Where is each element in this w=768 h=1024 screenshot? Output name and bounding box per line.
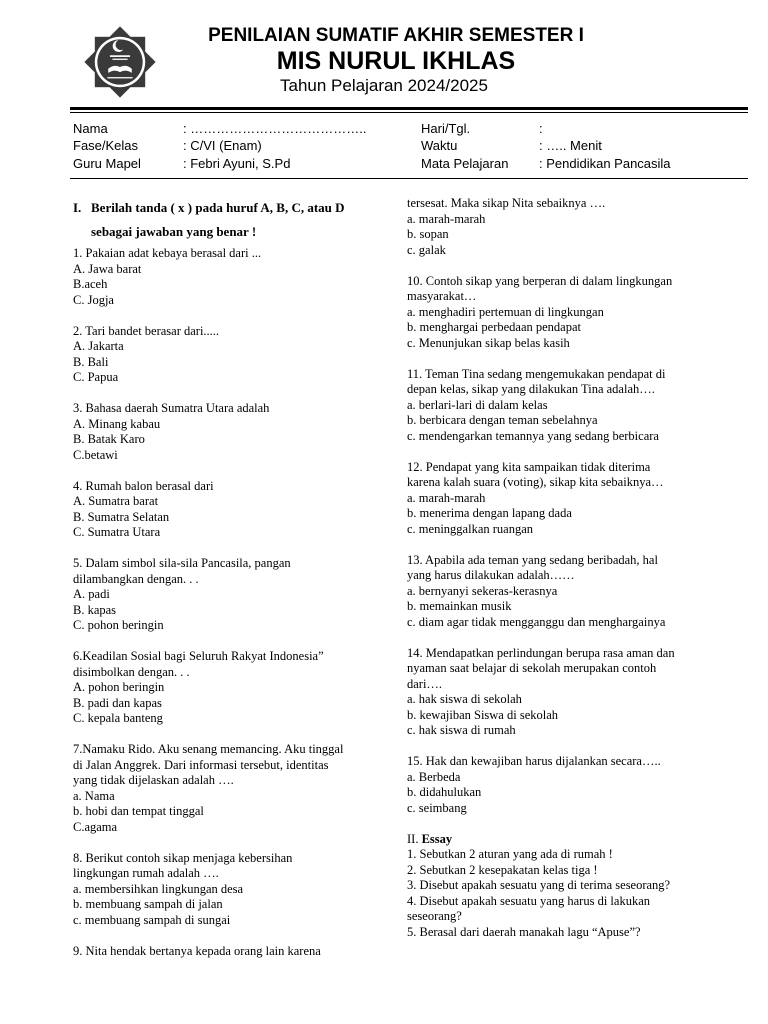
section-number: I.: [73, 200, 82, 215]
text-line: B. Sumatra Selatan: [73, 509, 170, 524]
text-line: C. kepala banteng: [73, 711, 163, 725]
header-divider-thick: [70, 107, 748, 110]
text-line: B. Bali: [73, 354, 109, 369]
line-gap: [73, 463, 393, 479]
text-line: 4. Rumah balon berasal dari: [73, 478, 214, 493]
info-divider: [70, 178, 748, 179]
text-line: a. marah-marah: [407, 490, 486, 505]
text-line: C. pohon beringin: [73, 618, 164, 632]
text-line: c. meninggalkan ruangan: [407, 521, 533, 536]
text-line: a. berlari-lari di dalam kelas: [407, 397, 548, 412]
text-line: 13. Apabila ada teman yang sedang beribadah, hal: [407, 552, 658, 567]
text-line: 5. Berasal dari daerah manakah lagu “Apuse”?: [407, 924, 641, 939]
text-line: di Jalan Anggrek. Dari informasi tersebut, identitas: [73, 757, 329, 772]
mapel-label: Mata Pelajaran: [421, 156, 509, 171]
text-line: A. pohon beringin: [73, 680, 165, 694]
text-line: 3. Bahasa daerah Sumatra Utara adalah: [73, 401, 270, 415]
text-line: B.aceh: [73, 277, 108, 291]
text-line: a. hak siswa di sekolah: [407, 692, 522, 706]
text-line: nyaman saat belajar di sekolah merupakan contoh: [407, 661, 657, 675]
instruction-line: Berilah tanda ( x ) pada huruf A, B, C, atau D: [91, 200, 345, 215]
academic-year: Tahun Pelajaran 2024/2025: [280, 76, 488, 95]
line-gap: [407, 537, 747, 553]
school-logo: [78, 20, 162, 104]
text-line: b. sopan: [407, 227, 449, 241]
text-line: 8. Berikut contoh sikap menjaga kebersihan: [73, 850, 293, 865]
line-gap: [407, 816, 747, 832]
text-line: c. galak: [407, 242, 446, 257]
mapel-value: : Pendidikan Pancasila: [539, 156, 671, 171]
text-line: a. Nama: [73, 788, 115, 803]
nama-value: : …………………………………..: [183, 121, 367, 136]
exam-title: PENILAIAN SUMATIF AKHIR SEMESTER I: [208, 25, 584, 46]
text-line: c. membuang sampah di sungai: [73, 912, 231, 927]
essay-number: II.: [407, 831, 419, 846]
text-line: C.agama: [73, 819, 118, 834]
text-line: disimbolkan dengan. . .: [73, 664, 190, 679]
text-line: C. Papua: [73, 370, 119, 384]
text-line: 11. Teman Tina sedang mengemukakan pendapat di: [407, 366, 666, 381]
text-line: c. Menunjukan sikap belas kasih: [407, 335, 570, 350]
nama-label: Nama: [73, 121, 108, 136]
text-line: 7.Namaku Rido. Aku senang memancing. Aku tinggal: [73, 742, 344, 756]
text-line: dari….: [407, 676, 443, 691]
text-line: a. Berbeda: [407, 769, 461, 784]
text-line: A. Minang kabau: [73, 416, 161, 431]
text-line: b. hobi dan tempat tinggal: [73, 804, 204, 818]
text-line: 2. Sebutkan 2 kesepakatan kelas tiga !: [407, 862, 598, 877]
text-line: A. Jakarta: [73, 339, 124, 353]
text-line: c. seimbang: [407, 800, 467, 815]
essay-title: Essay: [421, 831, 453, 846]
text-line: a. bernyanyi sekeras-kerasnya: [407, 583, 558, 598]
line-gap: [73, 634, 393, 650]
text-line: c. hak siswa di rumah: [407, 723, 516, 737]
text-line: masyarakat…: [407, 289, 477, 303]
line-gap: [73, 386, 393, 402]
text-line: 14. Mendapatkan perlindungan berupa rasa aman dan: [407, 645, 675, 660]
waktu-label: Waktu: [421, 138, 458, 153]
text-line: B. kapas: [73, 602, 117, 617]
text-line: B. padi dan kapas: [73, 695, 162, 710]
text-line: C.betawi: [73, 447, 118, 462]
line-gap: [73, 541, 393, 557]
guru-value: : Febri Ayuni, S.Pd: [183, 156, 291, 171]
school-name: MIS NURUL IKHLAS: [276, 47, 516, 75]
text-line: 1. Pakaian adat kebaya berasal dari ...: [73, 246, 262, 260]
essay-heading: [407, 832, 747, 848]
line-gap: [407, 444, 747, 460]
line-gap: [407, 739, 747, 755]
text-line: yang tidak dijelaskan adalah ….: [73, 773, 234, 787]
text-line: B. Batak Karo: [73, 432, 145, 446]
text-line: A. Sumatra barat: [73, 494, 159, 508]
text-line: 15. Hak dan kewajiban harus dijalankan secara…..: [407, 754, 661, 768]
line-gap: [73, 835, 393, 851]
line-gap: [73, 308, 393, 324]
header-divider-thin: [70, 112, 748, 113]
text-line: c. mendengarkan temannya yang sedang berbicara: [407, 428, 659, 443]
kelas-value: : C/VI (Enam): [183, 138, 262, 153]
text-line: 12. Pendapat yang kita sampaikan tidak diterima: [407, 459, 651, 474]
right-column: [407, 196, 747, 940]
waktu-value: : ….. Menit: [539, 138, 602, 153]
right-questions: [407, 196, 747, 832]
text-line: C. Jogja: [73, 292, 114, 307]
text-line: A. padi: [73, 587, 110, 601]
text-line: karena kalah suara (voting), sikap kita sebaiknya…: [407, 475, 664, 489]
text-line: seseorang?: [407, 909, 462, 923]
text-line: b. memainkan musik: [407, 599, 512, 613]
text-line: 5. Dalam simbol sila-sila Pancasila, pangan: [73, 556, 291, 570]
text-line: C. Sumatra Utara: [73, 525, 161, 539]
text-line: 2. Tari bandet berasar dari.....: [73, 323, 220, 338]
line-gap: [407, 258, 747, 274]
text-line: dilambangkan dengan. . .: [73, 571, 199, 586]
hari-value: :: [539, 121, 543, 136]
text-line: b. kewajiban Siswa di sekolah: [407, 707, 559, 722]
text-line: lingkungan rumah adalah ….: [73, 866, 219, 880]
text-line: a. membersihkan lingkungan desa: [73, 881, 244, 896]
hari-label: Hari/Tgl.: [421, 121, 471, 136]
text-line: 6.Keadilan Sosial bagi Seluruh Rakyat Indonesia”: [73, 649, 324, 663]
text-line: b. berbicara dengan teman sebelahnya: [407, 413, 598, 427]
line-gap: [407, 351, 747, 367]
essay-questions: [407, 847, 747, 940]
text-line: 1. Sebutkan 2 aturan yang ada di rumah !: [407, 847, 613, 861]
instruction-line: sebagai jawaban yang benar !: [91, 224, 257, 239]
text-line: A. Jawa barat: [73, 261, 142, 276]
text-line: a. marah-marah: [407, 211, 486, 226]
text-line: 9. Nita hendak bertanya kepada orang lain karena: [73, 943, 321, 958]
text-line: c. diam agar tidak mengganggu dan menghargainya: [407, 614, 666, 629]
section-one-instruction: [73, 196, 393, 244]
text-line: b. menerima dengan lapang dada: [407, 506, 572, 520]
text-line: yang harus dilakukan adalah……: [407, 568, 575, 582]
guru-label: Guru Mapel: [73, 156, 141, 171]
text-line: b. membuang sampah di jalan: [73, 897, 223, 911]
left-column: [73, 196, 393, 959]
left-questions: [73, 246, 393, 959]
text-line: 3. Disebut apakah sesuatu yang di terima seseorang?: [407, 878, 671, 892]
text-line: 10. Contoh sikap yang berperan di dalam lingkungan: [407, 273, 673, 288]
line-gap: [73, 727, 393, 743]
text-line: b. menghargai perbedaan pendapat: [407, 320, 581, 334]
text-line: 4. Disebut apakah sesuatu yang harus di lakukan: [407, 893, 650, 908]
text-line: depan kelas, sikap yang dilakukan Tina adalah….: [407, 382, 655, 396]
text-line: b. didahulukan: [407, 785, 482, 799]
text-line: a. menghadiri pertemuan di lingkungan: [407, 304, 604, 319]
line-gap: [407, 630, 747, 646]
text-line: tersesat. Maka sikap Nita sebaiknya ….: [407, 196, 606, 210]
line-gap: [73, 928, 393, 944]
kelas-label: Fase/Kelas: [73, 138, 139, 153]
